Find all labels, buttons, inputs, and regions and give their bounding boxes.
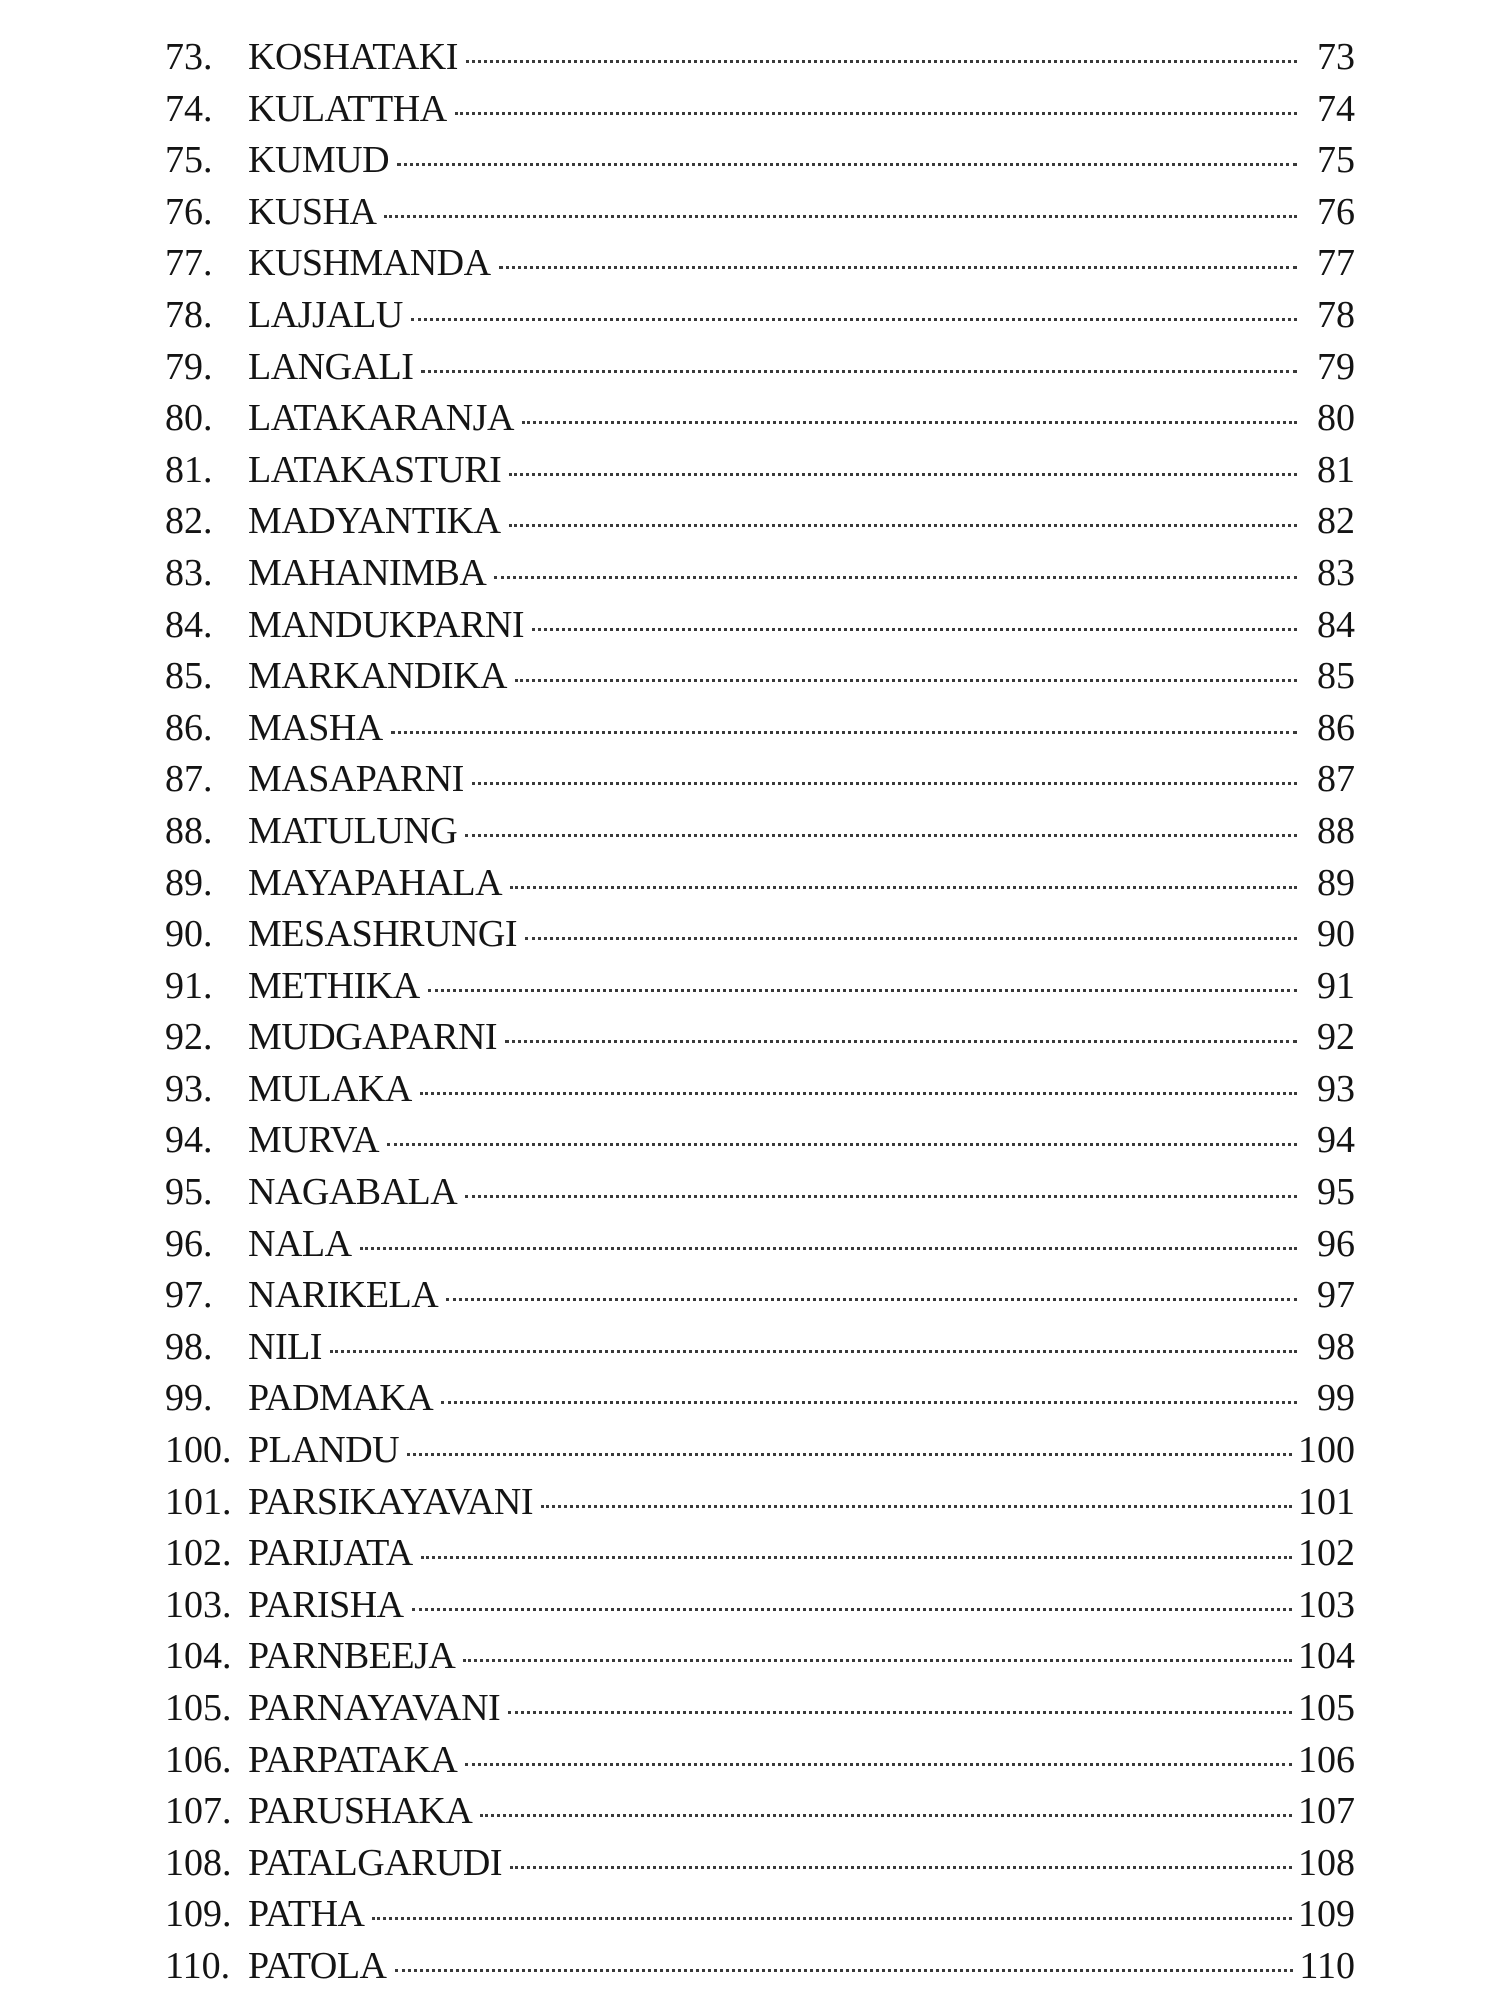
entry-title[interactable]: NARIKELA bbox=[248, 1274, 439, 1317]
entry-title[interactable]: PLANDU bbox=[248, 1429, 400, 1472]
entry-number: 107. bbox=[165, 1790, 232, 1833]
entry-title[interactable]: MARKANDIKA bbox=[248, 655, 507, 698]
dot-leader bbox=[421, 370, 1297, 373]
entry-title[interactable]: PARISHA bbox=[248, 1583, 404, 1626]
entry-number: 83. bbox=[165, 551, 213, 594]
entry-title[interactable]: NAGABALA bbox=[248, 1171, 458, 1214]
entry-title[interactable]: PATOLA bbox=[248, 1944, 387, 1987]
entry-number: 106. bbox=[165, 1738, 232, 1781]
entry-title[interactable]: PATHA bbox=[248, 1893, 365, 1936]
entry-title[interactable]: MANDUKPARNI bbox=[248, 603, 525, 646]
toc-entry[interactable] bbox=[165, 84, 1355, 136]
entry-number: 96. bbox=[165, 1222, 213, 1265]
toc-entry[interactable] bbox=[165, 909, 1355, 961]
toc-entry[interactable] bbox=[165, 1012, 1355, 1064]
entry-title[interactable]: PATALGARUDI bbox=[248, 1841, 502, 1884]
toc-entry[interactable] bbox=[165, 1477, 1355, 1529]
entry-number: 101. bbox=[165, 1480, 232, 1523]
dot-leader bbox=[466, 60, 1297, 63]
entry-page-number[interactable]: 89 bbox=[1317, 861, 1355, 904]
entry-number: 78. bbox=[165, 293, 213, 336]
entry-page-number[interactable]: 106 bbox=[1298, 1738, 1355, 1781]
entry-title[interactable]: KOSHATAKI bbox=[248, 36, 458, 78]
dot-leader bbox=[515, 679, 1297, 682]
toc-entry[interactable] bbox=[165, 393, 1355, 445]
entry-page-number[interactable]: 99 bbox=[1317, 1377, 1355, 1420]
toc-entry[interactable] bbox=[165, 1064, 1355, 1116]
entry-page-number[interactable]: 82 bbox=[1317, 500, 1355, 543]
toc-entry[interactable] bbox=[165, 1115, 1355, 1167]
dot-leader bbox=[441, 1401, 1297, 1404]
entry-page-number[interactable]: 103 bbox=[1298, 1583, 1355, 1626]
dot-leader bbox=[372, 1917, 1292, 1920]
dot-leader bbox=[508, 1711, 1292, 1714]
entry-title[interactable]: NALA bbox=[248, 1222, 352, 1265]
dot-leader bbox=[509, 473, 1297, 476]
dot-leader bbox=[360, 1247, 1297, 1250]
entry-number: 99. bbox=[165, 1377, 213, 1420]
entry-number: 87. bbox=[165, 758, 213, 801]
entry-title[interactable]: PARSIKAYAVANI bbox=[248, 1480, 533, 1523]
toc-entry[interactable] bbox=[165, 1167, 1355, 1219]
toc-entry[interactable] bbox=[165, 496, 1355, 548]
entry-number: 77. bbox=[165, 242, 213, 285]
dot-leader bbox=[510, 1866, 1292, 1869]
entry-number: 80. bbox=[165, 397, 213, 440]
entry-page-number[interactable]: 102 bbox=[1298, 1532, 1355, 1575]
entry-page-number[interactable]: 83 bbox=[1317, 551, 1355, 594]
entry-number: 102. bbox=[165, 1532, 232, 1575]
entry-page-number[interactable]: 110 bbox=[1299, 1944, 1355, 1987]
entry-page-number[interactable]: 94 bbox=[1317, 1119, 1355, 1162]
entry-number: 79. bbox=[165, 345, 213, 388]
toc-entry[interactable] bbox=[165, 961, 1355, 1013]
dot-leader bbox=[391, 731, 1297, 734]
toc-entry[interactable] bbox=[165, 445, 1355, 497]
entry-page-number[interactable]: 78 bbox=[1317, 293, 1355, 336]
entry-page-number[interactable]: 77 bbox=[1317, 242, 1355, 285]
dot-leader bbox=[505, 1040, 1297, 1043]
toc-entry[interactable] bbox=[165, 1735, 1355, 1787]
entry-number: 103. bbox=[165, 1583, 232, 1626]
toc-entry[interactable] bbox=[165, 342, 1355, 394]
dot-leader bbox=[463, 1659, 1292, 1662]
entry-title[interactable]: LAJJALU bbox=[248, 293, 403, 336]
entry-title[interactable]: MUDGAPARNI bbox=[248, 1016, 498, 1059]
entry-title[interactable]: PARNBEEJA bbox=[248, 1635, 456, 1678]
toc-entry[interactable] bbox=[165, 1219, 1355, 1271]
dot-leader bbox=[522, 421, 1297, 424]
entry-page-number[interactable]: 74 bbox=[1317, 87, 1355, 130]
entry-title[interactable]: LATAKARANJA bbox=[248, 397, 514, 440]
entry-number: 76. bbox=[165, 190, 213, 233]
entry-number: 97. bbox=[165, 1274, 213, 1317]
entry-page-number[interactable]: 98 bbox=[1317, 1325, 1355, 1368]
dot-leader bbox=[428, 989, 1297, 992]
entry-title[interactable]: NILI bbox=[248, 1325, 322, 1368]
entry-title[interactable]: KUMUD bbox=[248, 139, 390, 182]
dot-leader bbox=[465, 1195, 1297, 1198]
entry-page-number[interactable]: 105 bbox=[1298, 1687, 1355, 1729]
entry-number: 104. bbox=[165, 1635, 232, 1678]
toc-entry[interactable] bbox=[165, 1373, 1355, 1425]
dot-leader bbox=[509, 524, 1297, 527]
toc-entry[interactable] bbox=[165, 703, 1355, 755]
dot-leader bbox=[525, 937, 1297, 940]
toc-entry[interactable] bbox=[165, 754, 1355, 806]
dot-leader bbox=[330, 1350, 1297, 1353]
dot-leader bbox=[510, 886, 1297, 889]
dot-leader bbox=[541, 1505, 1292, 1508]
entry-page-number[interactable]: 75 bbox=[1317, 139, 1355, 182]
entry-title[interactable]: MAYAPAHALA bbox=[248, 861, 503, 904]
entry-page-number[interactable]: 84 bbox=[1317, 603, 1355, 646]
entry-number: 73. bbox=[165, 36, 213, 78]
toc-entry[interactable] bbox=[165, 290, 1355, 342]
toc-entry[interactable] bbox=[165, 1270, 1355, 1322]
entry-number: 109. bbox=[165, 1893, 232, 1936]
toc-entry[interactable] bbox=[165, 1683, 1355, 1735]
entry-page-number[interactable]: 85 bbox=[1317, 655, 1355, 698]
entry-number: 90. bbox=[165, 913, 213, 956]
entry-number: 108. bbox=[165, 1841, 232, 1884]
dot-leader bbox=[407, 1453, 1292, 1456]
entry-title[interactable]: LATAKASTURI bbox=[248, 448, 502, 491]
entry-number: 88. bbox=[165, 809, 213, 852]
table-of-contents bbox=[165, 32, 1355, 1993]
entry-number: 100. bbox=[165, 1429, 232, 1472]
entry-page-number[interactable]: 104 bbox=[1298, 1635, 1355, 1678]
toc-entry[interactable] bbox=[165, 1838, 1355, 1890]
entry-title[interactable]: KUSHMANDA bbox=[248, 242, 491, 285]
entry-page-number[interactable]: 100 bbox=[1298, 1429, 1355, 1472]
entry-number: 84. bbox=[165, 603, 213, 646]
dot-leader bbox=[411, 318, 1297, 321]
entry-page-number[interactable]: 109 bbox=[1298, 1893, 1355, 1936]
entry-page-number[interactable]: 88 bbox=[1317, 809, 1355, 852]
entry-number: 92. bbox=[165, 1016, 213, 1059]
entry-page-number[interactable]: 81 bbox=[1317, 448, 1355, 491]
dot-leader bbox=[494, 576, 1297, 579]
entry-number: 98. bbox=[165, 1325, 213, 1368]
dot-leader bbox=[420, 1092, 1297, 1095]
entry-number: 81. bbox=[165, 448, 213, 491]
toc-entry[interactable] bbox=[165, 1786, 1355, 1838]
toc-entry[interactable] bbox=[165, 1322, 1355, 1374]
dot-leader bbox=[421, 1556, 1292, 1559]
entry-number: 94. bbox=[165, 1119, 213, 1162]
entry-title[interactable]: MULAKA bbox=[248, 1067, 412, 1110]
dot-leader bbox=[395, 1969, 1294, 1972]
toc-entry[interactable] bbox=[165, 1941, 1355, 1993]
entry-page-number[interactable]: 96 bbox=[1317, 1222, 1355, 1265]
entry-number: 110. bbox=[165, 1944, 231, 1987]
dot-leader bbox=[472, 782, 1297, 785]
toc-entry[interactable] bbox=[165, 1425, 1355, 1477]
entry-number: 95. bbox=[165, 1171, 213, 1214]
entry-number: 74. bbox=[165, 87, 213, 130]
entry-title[interactable]: PARUSHAKA bbox=[248, 1790, 473, 1833]
entry-title[interactable]: PARPATAKA bbox=[248, 1738, 458, 1781]
dot-leader bbox=[455, 112, 1297, 115]
entry-page-number[interactable]: 87 bbox=[1317, 758, 1355, 801]
entry-title[interactable]: MADYANTIKA bbox=[248, 500, 501, 543]
entry-title[interactable]: PARIJATA bbox=[248, 1532, 413, 1575]
entry-number: 85. bbox=[165, 655, 213, 698]
entry-title[interactable]: KULATTHA bbox=[248, 87, 447, 130]
dot-leader bbox=[446, 1298, 1297, 1301]
entry-title[interactable]: METHIKA bbox=[248, 964, 420, 1007]
entry-page-number[interactable]: 90 bbox=[1317, 913, 1355, 956]
toc-entry[interactable] bbox=[165, 32, 1355, 84]
entry-title[interactable]: LANGALI bbox=[248, 345, 414, 388]
entry-title[interactable]: MASHA bbox=[248, 706, 383, 749]
entry-page-number[interactable]: 91 bbox=[1317, 964, 1355, 1007]
entry-number: 86. bbox=[165, 706, 213, 749]
dot-leader bbox=[480, 1814, 1292, 1817]
entry-page-number[interactable]: 86 bbox=[1317, 706, 1355, 749]
dot-leader bbox=[465, 834, 1297, 837]
dot-leader bbox=[412, 1608, 1292, 1611]
toc-entry[interactable] bbox=[165, 1631, 1355, 1683]
dot-leader bbox=[465, 1763, 1292, 1766]
entry-page-number[interactable]: 108 bbox=[1298, 1841, 1355, 1884]
dot-leader bbox=[387, 1143, 1297, 1146]
dot-leader bbox=[532, 628, 1297, 631]
entry-title[interactable]: MURVA bbox=[248, 1119, 380, 1162]
toc-entry[interactable] bbox=[165, 548, 1355, 600]
entry-title[interactable]: MAHANIMBA bbox=[248, 551, 487, 594]
entry-title[interactable]: MASAPARNI bbox=[248, 758, 464, 801]
toc-entry[interactable] bbox=[165, 1580, 1355, 1632]
toc-entry[interactable] bbox=[165, 135, 1355, 187]
entry-title[interactable]: PADMAKA bbox=[248, 1377, 434, 1420]
entry-number: 82. bbox=[165, 500, 213, 543]
entry-page-number[interactable]: 79 bbox=[1317, 345, 1355, 388]
entry-page-number[interactable]: 95 bbox=[1317, 1171, 1355, 1214]
entry-number: 91. bbox=[165, 964, 213, 1007]
toc-entry[interactable] bbox=[165, 806, 1355, 858]
toc-entry[interactable] bbox=[165, 238, 1355, 290]
dot-leader bbox=[384, 215, 1297, 218]
entry-number: 75. bbox=[165, 139, 213, 182]
dot-leader bbox=[499, 266, 1297, 269]
toc-entry[interactable] bbox=[165, 858, 1355, 910]
toc-entry[interactable] bbox=[165, 651, 1355, 703]
toc-entry[interactable] bbox=[165, 1528, 1355, 1580]
entry-number: 105. bbox=[165, 1687, 232, 1729]
toc-entry[interactable] bbox=[165, 187, 1355, 239]
entry-page-number[interactable]: 92 bbox=[1317, 1016, 1355, 1059]
entry-number: 93. bbox=[165, 1067, 213, 1110]
entry-page-number[interactable]: 73 bbox=[1317, 36, 1355, 78]
entry-number: 89. bbox=[165, 861, 213, 904]
entry-page-number[interactable]: 80 bbox=[1317, 397, 1355, 440]
entry-page-number[interactable]: 76 bbox=[1317, 190, 1355, 233]
entry-title[interactable]: MATULUNG bbox=[248, 809, 458, 852]
entry-page-number[interactable]: 107 bbox=[1298, 1790, 1355, 1833]
entry-title[interactable]: KUSHA bbox=[248, 190, 377, 233]
entry-title[interactable]: MESASHRUNGI bbox=[248, 913, 517, 956]
toc-entry[interactable] bbox=[165, 1889, 1355, 1941]
dot-leader bbox=[397, 163, 1297, 166]
entry-page-number[interactable]: 101 bbox=[1298, 1480, 1355, 1523]
entry-page-number[interactable]: 93 bbox=[1317, 1067, 1355, 1110]
entry-page-number[interactable]: 97 bbox=[1317, 1274, 1355, 1317]
entry-title[interactable]: PARNAYAVANI bbox=[248, 1687, 501, 1729]
toc-entry[interactable] bbox=[165, 600, 1355, 652]
